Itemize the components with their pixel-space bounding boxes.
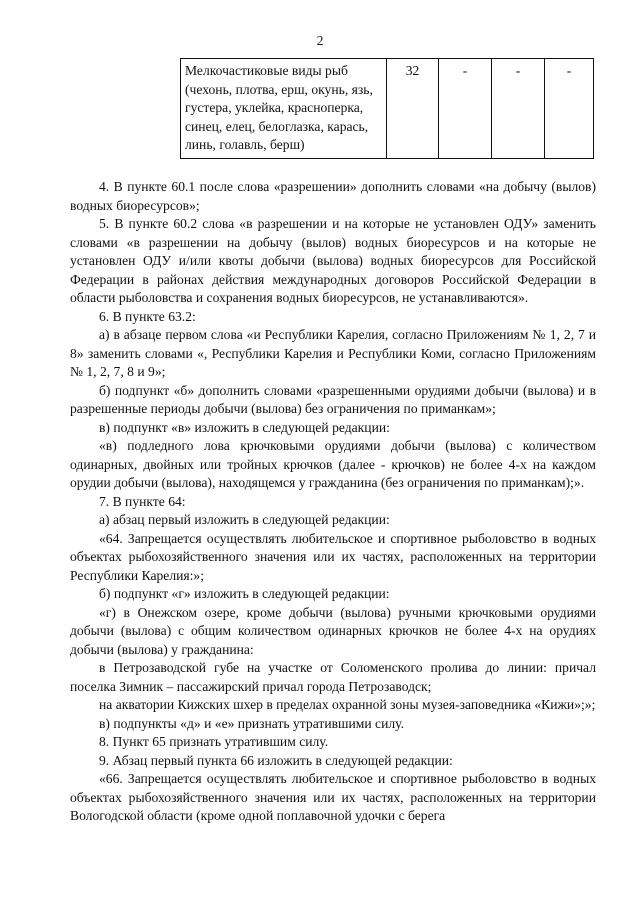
dash-cell-2: -: [492, 59, 545, 159]
dash-cell-1: -: [439, 59, 492, 159]
paragraph-6b: б) подпункт «б» дополнить словами «разрешенными орудиями добычи (вылова) и в разрешенные периоды добычи (вылова) без ограничения по приманкам»;: [70, 382, 596, 416]
paragraph-6: 6. В пункте 63.2:: [99, 308, 196, 324]
paragraph-9: 9. Абзац первый пункта 66 изложить в следующей редакции:: [99, 752, 453, 768]
fish-quota-table: [180, 58, 594, 159]
paragraph-5: 5. В пункте 60.2 слова «в разрешении и на которые не установлен ОДУ» заменить словами «в разрешении на добычу (вылов) водных биоресурсов и на которые не установлен ОДУ и/или квоты добычи (вылова) водных биоресурсов для Российской Федерации в районах действия международных договоров Российской Федерации в области рыболовства и сохранения водных биоресурсов, не устанавливаются».: [70, 216, 596, 305]
paragraph-7: 7. В пункте 64:: [99, 493, 186, 509]
paragraph-7v: в) подпункты «д» и «е» признать утратившими силу.: [99, 715, 404, 731]
paragraph-6a: а) в абзаце первом слова «и Республики Карелия, согласно Приложениям № 1, 2, 7 и 8» заменить словами «, Республики Карелия и Республики Коми, согласно Приложениям № 1, 2, 7, 8 и 9»;: [70, 327, 596, 379]
paragraph-7a-text: «64. Запрещается осуществлять любительское и спортивное рыболовство в водных объектах рыбохозяйственного значения или их частях, расположенных на территории Республики Карелия:»;: [70, 530, 596, 583]
paragraph-6v-text: «в) подледного лова крючковыми орудиями добычи (вылова) с количеством одинарных, двойных или тройных крючков (далее - крючков) не более 4-х на каждом орудии добычи (вылова), находящемся у гражданина (без ограничения по приманкам);».: [70, 438, 596, 490]
paragraph-4: 4. В пункте 60.1 после слова «разрешении» дополнить словами «на добычу (вылов) водных биоресурсов»;: [70, 179, 596, 213]
species-cell: Мелкочастиковые виды рыб (чехонь, плотва, ерш, окунь, язь, густера, уклейка, красноперка, синец, елец, белоглазка, карась, линь, голавль, берш): [181, 59, 387, 159]
paragraph-7b: б) подпункт «г» изложить в следующей редакции:: [99, 586, 390, 601]
paragraph-7a: а) абзац первый изложить в следующей редакции:: [99, 512, 390, 527]
paragraph-7b-text: «г) в Онежском озере, кроме добычи (вылова) ручными крючковыми орудиями добычи (вылова) с общим количеством одинарных крючков не более 4-х на орудиях добычи (вылова) у гражданина:: [70, 604, 596, 657]
paragraph-6v: в) подпункт «в» изложить в следующей редакции:: [99, 419, 390, 435]
paragraph-7b-kizhi: на акватории Кижских шхер в пределах охранной зоны музея-заповедника «Кижи»;»;: [99, 697, 596, 712]
quantity-cell: 32: [387, 59, 439, 159]
paragraph-7b-petrozavodsk: в Петрозаводской губе на участке от Соломенского пролива до линии: причал поселка Зимник – пассажирский причал города Петрозаводск;: [70, 660, 596, 694]
dash-cell-3: -: [545, 59, 594, 159]
paragraph-8: 8. Пункт 65 признать утратившим силу.: [99, 734, 329, 749]
document-body: [70, 178, 596, 826]
paragraph-9-text: «66. Запрещается осуществлять любительское и спортивное рыболовство в водных объектах рыбохозяйственного значения или их частях, расположенных на территории Вологодской области (кроме одной поплавочной удочки с берега: [70, 771, 596, 823]
table-row: [181, 59, 594, 159]
page-number: 2: [316, 33, 324, 48]
